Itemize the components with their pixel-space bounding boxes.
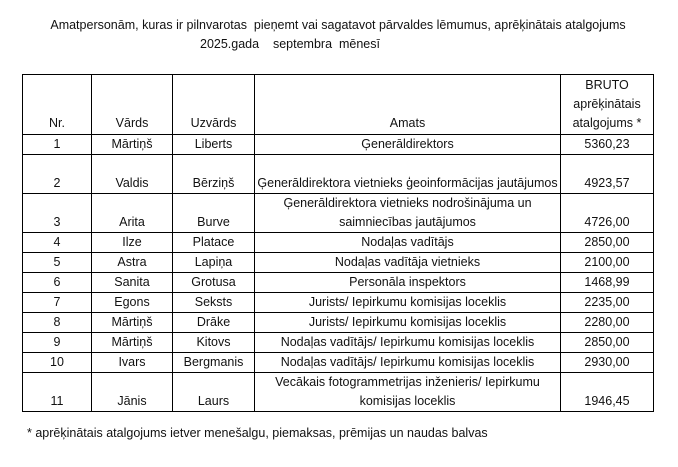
cell-position: Ģenerāldirektors [255,135,561,155]
cell-position: Nodaļas vadītājs [255,233,561,253]
cell-name: Egons [92,293,173,313]
cell-nr: 3 [23,194,92,233]
cell-salary: 4923,57 [561,155,654,194]
cell-position: Nodaļas vadītājs/ Iepirkumu komisijas loceklis [255,353,561,373]
cell-nr: 2 [23,155,92,194]
cell-name: Ivars [92,353,173,373]
cell-name: Arita [92,194,173,233]
table-row [23,194,654,233]
cell-name: Jānis [92,373,173,412]
cell-salary: 2280,00 [561,313,654,333]
header-nr: Nr. [23,75,92,135]
header-salary-line-2: aprēķinātais [573,97,641,111]
header-surname: Uzvārds [173,75,255,135]
header-position: Amats [255,75,561,135]
table-header-row [23,75,654,135]
cell-surname: Seksts [173,293,255,313]
cell-position: Personāla inspektors [255,273,561,293]
header-salary [561,75,654,135]
cell-salary: 2100,00 [561,253,654,273]
cell-name: Valdis [92,155,173,194]
table-row [23,353,654,373]
cell-salary: 1946,45 [561,373,654,412]
salary-table [22,74,654,412]
cell-name: Ilze [92,233,173,253]
cell-surname: Lapiņa [173,253,255,273]
cell-salary: 1468,99 [561,273,654,293]
cell-salary: 2850,00 [561,333,654,353]
cell-name: Mārtiņš [92,333,173,353]
cell-surname: Laurs [173,373,255,412]
cell-surname: Burve [173,194,255,233]
cell-salary: 5360,23 [561,135,654,155]
cell-nr: 4 [23,233,92,253]
table-row [23,135,654,155]
cell-salary: 2235,00 [561,293,654,313]
table-row [23,155,654,194]
cell-surname: Liberts [173,135,255,155]
header-salary-line-1: BRUTO [585,78,629,92]
cell-surname: Drāke [173,313,255,333]
cell-nr: 5 [23,253,92,273]
cell-nr: 1 [23,135,92,155]
cell-position: Jurists/ Iepirkumu komisijas loceklis [255,313,561,333]
cell-position: Nodaļas vadītāja vietnieks [255,253,561,273]
cell-surname: Bergmanis [173,353,255,373]
cell-salary: 4726,00 [561,194,654,233]
document-title: Amatpersonām, kuras ir pilnvarotas pieņemt vai sagatavot pārvaldes lēmumus, aprēķinātais atalgojums [50,18,626,32]
cell-nr: 6 [23,273,92,293]
cell-name: Mārtiņš [92,135,173,155]
cell-surname: Bērziņš [173,155,255,194]
cell-nr: 9 [23,333,92,353]
table-row [23,233,654,253]
cell-surname: Kitovs [173,333,255,353]
cell-position: Nodaļas vadītājs/ Iepirkumu komisijas loceklis [255,333,561,353]
cell-position: Jurists/ Iepirkumu komisijas loceklis [255,293,561,313]
table-row [23,313,654,333]
header-salary-line-3: atalgojums * [572,116,642,130]
cell-nr: 10 [23,353,92,373]
cell-nr: 7 [23,293,92,313]
cell-name: Sanita [92,273,173,293]
cell-nr: 11 [23,373,92,412]
cell-nr: 8 [23,313,92,333]
table-row [23,253,654,273]
cell-surname: Grotusa [173,273,255,293]
table-row [23,293,654,313]
footnote: * aprēķinātais atalgojums ietver menešalgu, piemaksas, prēmijas un naudas balvas [27,426,488,440]
cell-position: Ģenerāldirektora vietnieks ģeoinformācijas jautājumos [255,155,561,194]
header-name: Vārds [92,75,173,135]
cell-name: Mārtiņš [92,313,173,333]
cell-salary: 2850,00 [561,233,654,253]
document-period: 2025.gada septembra mēnesī [200,37,380,51]
cell-salary: 2930,00 [561,353,654,373]
table-row [23,373,654,412]
cell-name: Astra [92,253,173,273]
table-row [23,273,654,293]
cell-position: Ģenerāldirektora vietnieks nodrošinājuma un saimniecības jautājumos [255,194,561,233]
cell-surname: Platace [173,233,255,253]
cell-position: Vecākais fotogrammetrijas inženieris/ Iepirkumu komisijas loceklis [255,373,561,412]
table-row [23,333,654,353]
